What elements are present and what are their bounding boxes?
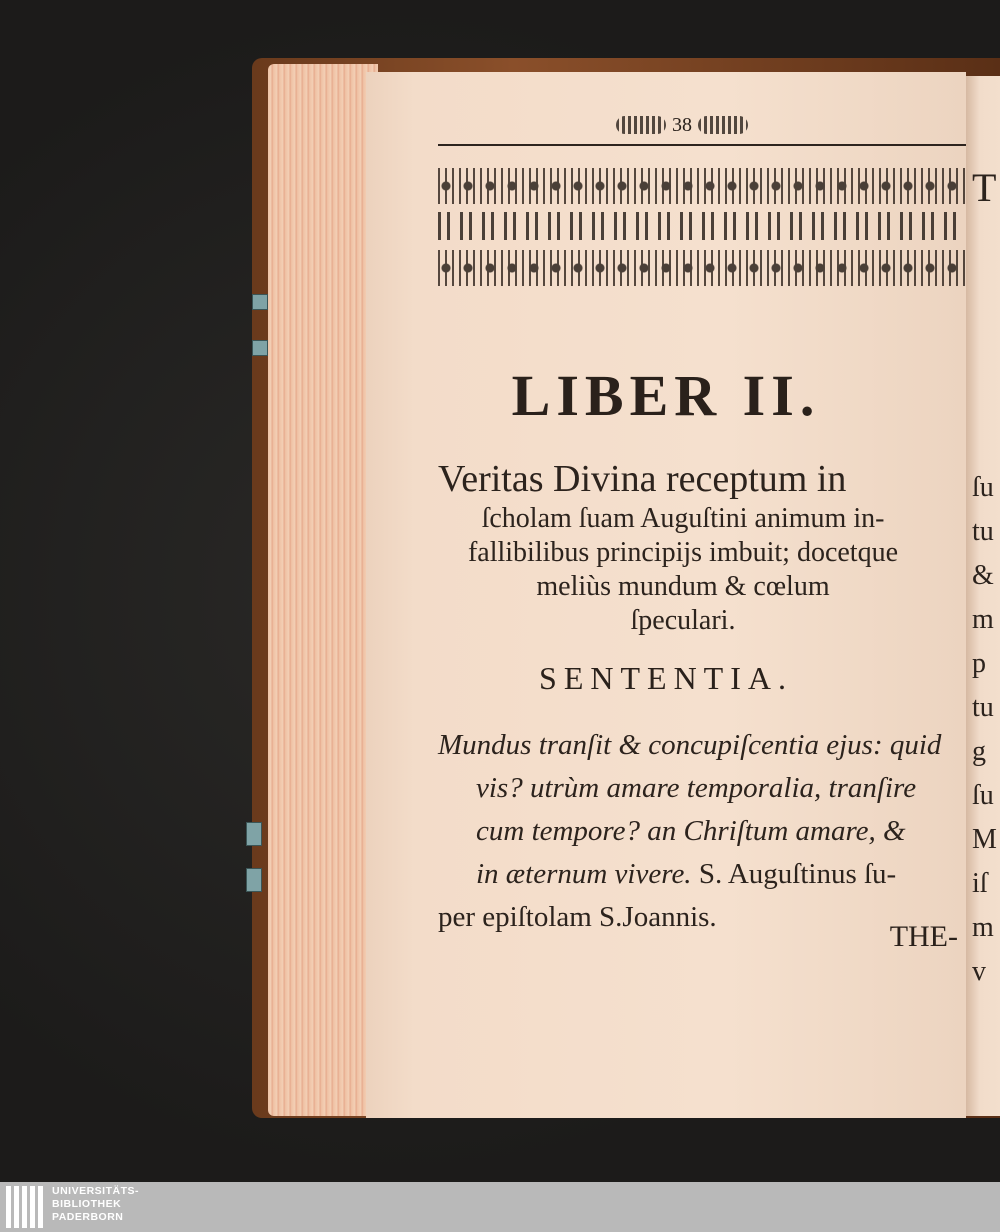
fragment: & <box>972 560 994 591</box>
quote-line: vis? utrùm amare temporalia, tranſire <box>476 772 917 804</box>
ornament-icon <box>616 116 666 134</box>
lead-body <box>438 502 928 638</box>
library-logo-icon <box>6 1186 46 1228</box>
quote-line: cum tempore? an Chriſtum amare, & <box>476 815 906 847</box>
clasp-lower <box>246 822 262 846</box>
section-heading: SENTENTIA. <box>539 660 793 696</box>
lead-line: fallibilibus principijs imbuit; docetque <box>467 537 899 568</box>
lead-line: ſcholam ſuam Auguſtini animum in- <box>481 503 885 534</box>
fragment: m <box>972 604 994 635</box>
quote-line-with-attribution <box>438 853 966 896</box>
library-name <box>52 1185 139 1224</box>
header-rule <box>438 144 966 146</box>
clasp-bottom <box>246 868 262 892</box>
clasp-middle <box>252 340 268 356</box>
library-name-line: UNIVERSITÄTS- <box>52 1185 140 1197</box>
fragment: T <box>972 165 997 210</box>
ornament-icon <box>698 116 748 134</box>
right-page-fragments <box>972 164 996 212</box>
fragment: v <box>972 956 986 987</box>
lead-line: ſpeculari. <box>630 605 736 636</box>
right-page-edge <box>966 76 1000 1116</box>
ornament-band-middle <box>438 212 966 240</box>
book-title: LIBER II. <box>511 363 821 428</box>
library-name-line: BIBLIOTHEK <box>52 1198 122 1210</box>
quote-line: Mundus tranſit & concupiſcentia ejus: quid <box>438 729 942 761</box>
fragment: g <box>972 736 986 767</box>
right-page-fragments <box>972 466 997 994</box>
lead-line: meliùs mundum & cœlum <box>536 571 830 602</box>
fragment: M <box>972 824 997 855</box>
fragment: tu <box>972 516 994 547</box>
quote-line: in æternum vivere. <box>476 858 692 890</box>
left-page <box>366 72 966 1118</box>
attribution: S. Auguſtinus ſu- <box>698 858 897 890</box>
attribution-last: per epiſtolam S.Joannis. <box>438 901 717 933</box>
page-header <box>616 110 796 140</box>
fragment: m <box>972 912 994 943</box>
fragment: ſu <box>972 780 994 811</box>
chapter-lead <box>438 456 966 638</box>
ornament-band-top <box>438 168 966 204</box>
footer-bar <box>0 1182 1000 1232</box>
fragment: iſ <box>972 868 988 899</box>
fragment: tu <box>972 692 994 723</box>
fragment: ſu <box>972 472 994 503</box>
clasp-upper <box>252 294 268 310</box>
catchword: THE- <box>889 920 958 953</box>
quote-block <box>438 724 966 939</box>
page-edges <box>268 64 378 1116</box>
ornament-band-bottom <box>438 250 966 286</box>
lead-first-line: Veritas Divina receptum in <box>438 458 847 500</box>
fragment: p <box>972 648 986 679</box>
library-name-line: PADERBORN <box>52 1211 124 1223</box>
page-number: 38 <box>672 113 692 136</box>
